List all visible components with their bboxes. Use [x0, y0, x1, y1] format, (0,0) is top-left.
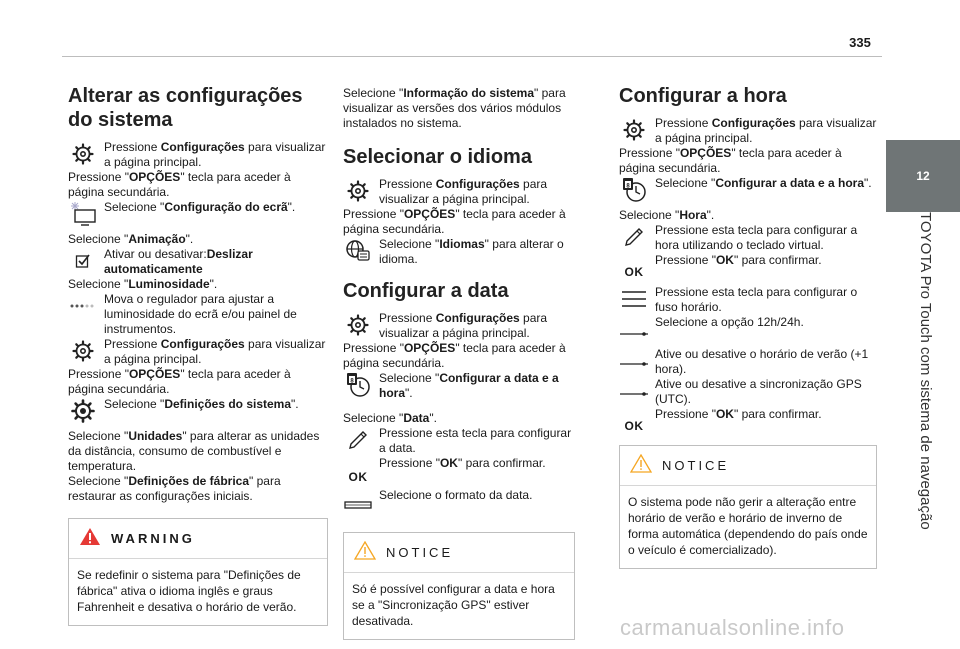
notice-header-date	[344, 533, 574, 573]
notice-title-date: NOTICE	[386, 545, 454, 560]
step-date-time-config: 8 Selecione "Configurar a data e a hora".	[343, 371, 575, 401]
step-date-time-config-3: 8 Selecione "Configurar a data e a hora".	[619, 176, 877, 198]
warning-title: WARNING	[111, 531, 195, 546]
gear-icon	[619, 117, 649, 143]
step-set-date-key: Pressione esta tecla para configurar a data.	[343, 426, 575, 456]
step-confirm-time-2: OK Pressione "OK" para confirmar.	[619, 407, 877, 429]
step-screen-config: Selecione "Configuração do ecrã".	[68, 200, 328, 222]
ok-icon: OK	[348, 469, 368, 484]
text-press-options-2: Pressione "OPÇÕES" tecla para aceder à página secundária.	[68, 367, 291, 396]
top-rule	[62, 56, 882, 57]
warning-text: Se redefinir o sistema para "Definições de fábrica" ativa o idioma inglês e graus Fahrenheit e desativa o horário de verão.	[77, 568, 301, 614]
step-daylight-saving: Ative ou desative o horário de verão (+1 hora).	[619, 347, 877, 377]
column-2	[343, 80, 575, 640]
text-select-animation: Selecione "Animação".	[68, 232, 194, 246]
warning-header	[69, 519, 327, 559]
step-system-definitions: Selecione "Definições do sistema".	[68, 397, 328, 419]
checkbox-icon	[68, 248, 98, 274]
text-press-options: Pressione "OPÇÕES" tecla para aceder à página secundária.	[68, 170, 291, 199]
step-press-settings-lang: Pressione Configurações para visualizar a página principal.	[343, 177, 575, 207]
notice-header-time	[620, 446, 876, 486]
text-press-options-date: Pressione "OPÇÕES" tecla para aceder à página secundária.	[343, 341, 566, 370]
step-press-settings: Pressione Configurações para visualizar a página principal.	[68, 140, 328, 170]
text-select-date: Selecione "Data".	[343, 411, 437, 425]
notice-triangle-icon	[630, 454, 652, 477]
pencil-icon	[619, 224, 649, 250]
step-date-format: Selecione o formato da data.	[343, 488, 575, 510]
warning-box	[68, 518, 328, 626]
text-select-hour: Selecione "Hora".	[619, 208, 715, 222]
heading-set-time: Configurar a hora	[619, 85, 787, 107]
step-time-zone: Pressione esta tecla para configurar o fuso horário.	[619, 285, 877, 315]
text-select-brightness: Selecione "Luminosidade".	[68, 277, 218, 291]
chapter-title: TOYOTA Pro Touch com sistema de navegação	[917, 212, 934, 530]
notice-text-date: Só é possível configurar a data e hora se a "Sincronização GPS" estiver desativada.	[352, 582, 555, 628]
step-toggle-autoscroll: Ativar ou desativar:Deslizar automaticamente	[68, 247, 328, 277]
step-select-languages: Selecione "Idiomas" para alterar o idioma.	[343, 237, 575, 267]
column-1	[68, 80, 328, 626]
heading-select-language: Selecionar o idioma	[343, 146, 532, 168]
step-12-24h: Selecione a opção 12h/24h.	[619, 315, 877, 337]
slider-dots-icon	[68, 293, 98, 319]
text-system-info: Selecione "Informação do sistema" para visualizar as versões dos vários módulos instalados no sistema.	[343, 86, 566, 130]
watermark: carmanualsonline.info	[620, 615, 845, 640]
gear-icon	[343, 312, 373, 338]
format-bar-icon	[343, 492, 373, 518]
chapter-title-wrap	[886, 212, 960, 562]
notice-box-date	[343, 532, 575, 640]
step-brightness-slider: Mova o regulador para ajustar a luminosidade do ecrã e/ou painel de instrumentos.	[68, 292, 328, 337]
pencil-icon	[343, 427, 373, 453]
column-3	[619, 80, 877, 569]
warning-triangle-icon	[79, 527, 101, 550]
step-set-time-key: Pressione esta tecla para configurar a hora utilizando o teclado virtual.	[619, 223, 877, 253]
chapter-tab: 12	[886, 140, 960, 212]
toggle-line-icon	[619, 321, 649, 347]
ok-icon: OK	[624, 264, 644, 279]
gear-icon	[68, 141, 98, 167]
notice-triangle-icon	[354, 541, 376, 564]
toggle-line-icon	[619, 351, 649, 377]
svg-text:8: 8	[350, 378, 354, 385]
step-press-settings-time: Pressione Configurações para visualizar a página principal.	[619, 116, 877, 146]
heading-system-settings: Alterar as configurações do sistema	[68, 85, 303, 131]
language-icon	[343, 238, 373, 264]
notice-title-time: NOTICE	[662, 458, 730, 473]
list-lines-icon	[619, 286, 649, 312]
text-press-options-lang: Pressione "OPÇÕES" tecla para aceder à página secundária.	[343, 207, 566, 236]
step-gps-sync: Ative ou desative a sincronização GPS (UTC).	[619, 377, 877, 407]
svg-text:8: 8	[626, 183, 630, 190]
text-select-units: Selecione "Unidades" para alterar as unidades da distância, consumo de combustível e temperatura.	[68, 429, 320, 473]
screen-brightness-icon	[68, 201, 98, 227]
ok-icon: OK	[624, 418, 644, 433]
text-press-options-time: Pressione "OPÇÕES" tecla para aceder à página secundária.	[619, 146, 842, 175]
step-press-settings-date: Pressione Configurações para visualizar a página principal.	[343, 311, 575, 341]
text-factory-defaults: Selecione "Definições de fábrica" para restaurar as configurações iniciais.	[68, 474, 281, 503]
gear-icon	[68, 338, 98, 364]
gear-icon	[343, 178, 373, 204]
toggle-line-icon	[619, 381, 649, 407]
calendar-clock-icon	[343, 372, 373, 398]
notice-text-time: O sistema pode não gerir a alteração entre horário de verão e horário de inverno de forma automática (dependendo do país onde o veículo é comercializado).	[628, 495, 868, 557]
calendar-clock-icon	[619, 177, 649, 203]
notice-box-time	[619, 445, 877, 569]
heading-set-date: Configurar a data	[343, 280, 509, 302]
system-gear-icon	[68, 398, 98, 424]
step-confirm-time: OK Pressione "OK" para confirmar.	[619, 253, 877, 275]
page-number: 335	[849, 35, 871, 50]
step-confirm-date: OK Pressione "OK" para confirmar.	[343, 456, 575, 478]
step-press-settings-2: Pressione Configurações para visualizar a página principal.	[68, 337, 328, 367]
